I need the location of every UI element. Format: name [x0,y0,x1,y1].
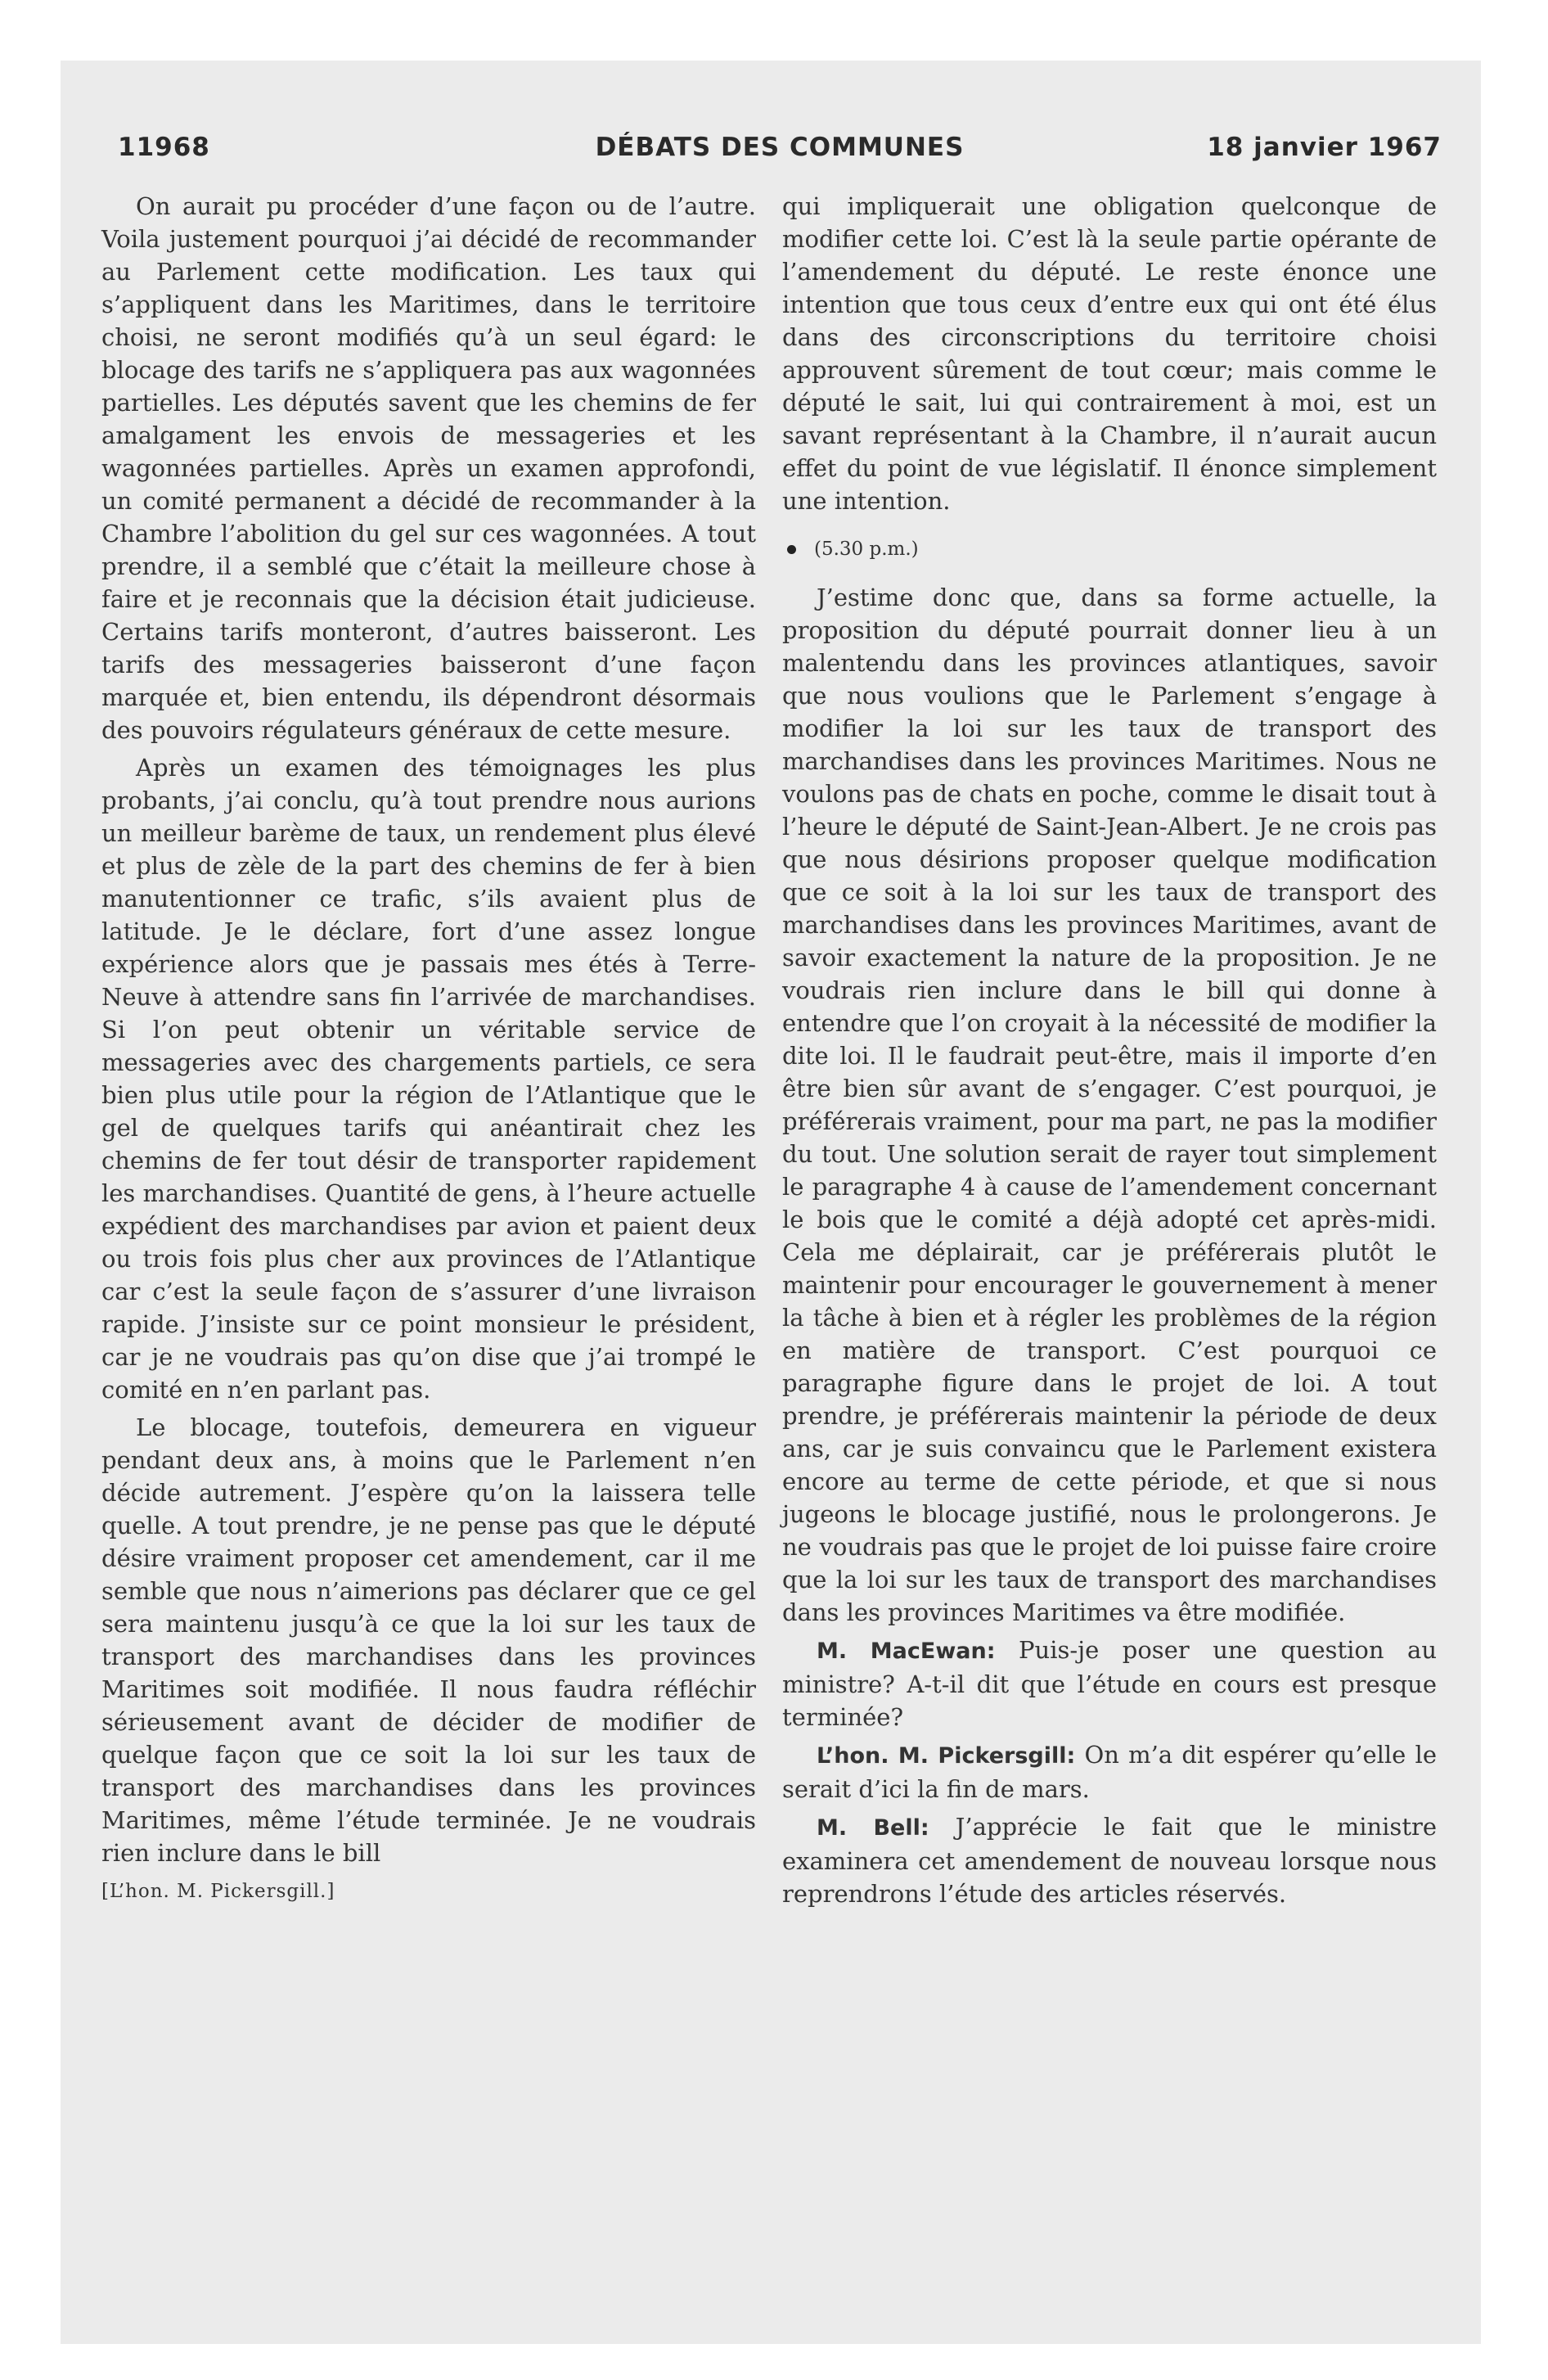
left-column [101,190,756,1902]
page-number: 11968 [118,133,210,162]
document-page [61,61,1481,2344]
paragraph: Le blocage, toutefois, demeurera en vigueur pendant deux ans, à moins que le Parlement n’en décide autrement. J’espère qu’on la laissera telle quelle. A tout prendre, je ne pense pas que le député désire vraiment proposer cet amendement, car il me semble que nous n’aimerions pas déclarer que ce gel sera maintenu jusqu’à ce que la loi sur les taux de transport des marchandises dans les provinces Maritimes soit modifiée. Il nous faudra réfléchir sérieusement avant de décider de modifier de quelque façon que ce soit la loi sur les taux de transport des marchandises dans les provinces Maritimes, même l’étude terminée. Je ne voudrais rien inclure dans le bill [101,1413,756,1867]
speech-entry [782,1738,1437,1805]
page-title: DÉBATS DES COMMUNES [595,133,965,162]
paragraph: On aurait pu procéder d’une façon ou de l’autre. Voila justement pourquoi j’ai décidé de recommander au Parlement cette modification. Les taux qui s’appliquent dans les Maritimes, dans le territoire choisi, ne seront modifiés qu’à un seul égard: le blocage des tarifs ne s’appliquera pas aux wagonnées partielles. Les députés savent que les chemins de fer amalgament les envois de messageries et les wagonnées partielles. Après un examen approfondi, un comité permanent a décidé de recommander à la Chambre l’abolition du gel sur ces wagonnées. A tout prendre, il a semblé que c’était la meilleure chose à faire et je reconnais que la décision était judicieuse. Certains tarifs monteront, d’autres baisseront. Les tarifs des messageries baisseront d’une façon marquée et, bien entendu, ils dépendront désormais des pouvoirs régulateurs généraux de cette mesure. [101,192,756,744]
speech-text: On m’a dit espérer qu’elle le serait d’ici la fin de mars. [782,1741,1437,1803]
speaker-name: M. Bell: [817,1815,929,1841]
paragraph: Après un examen des témoignages les plus probants, j’ai conclu, qu’à tout prendre nous aurions un meilleur barème de taux, un rendement plus élevé et plus de zèle de la part des chemins de fer à bien manutentionner ce trafic, s’ils avaient plus de latitude. Je le déclare, fort d’une assez longue expérience alors que je passais mes étés à Terre-Neuve à attendre sans fin l’arrivée de marchandises. Si l’on peut obtenir un véritable service de messageries avec des chargements partiels, ce sera bien plus utile pour la région de l’Atlantique que le gel de quelques tarifs qui anéantirait chez les chemins de fer tout désir de transporter rapidement les marchandises. Quantité de gens, à l’heure actuelle expédient des marchandises par avion et paient deux ou trois fois plus cher aux provinces de l’Atlantique car c’est la seule façon de s’assurer d’une livraison rapide. J’insiste sur ce point monsieur le président, car je ne voudrais pas qu’on dise que j’ai trompé le comité en n’en parlant pas. [101,754,756,1404]
speech-text: Puis-je poser une question au ministre? A-t-il dit que l’étude en cours est presque terminée? [782,1636,1437,1731]
issue-date: 18 janvier 1967 [1207,133,1442,162]
speech-text: J’apprécie le fait que le ministre examinera cet amendement de nouveau lorsque nous reprendrons l’étude des articles réservés. [782,1813,1437,1908]
paragraph: qui impliquerait une obligation quelconque de modifier cette loi. C’est là la seule partie opérante de l’amendement du député. Le reste énonce une intention que tous ceux d’entre eux qui ont été élus dans des circonscriptions du territoire choisi approuvent sûrement de tout cœur; mais comme le député le sait, lui qui contrairement à moi, est un savant représentant à la Chambre, il n’aurait aucun effet du point de vue législatif. Il énonce simplement une intention. [782,192,1437,515]
paragraph: J’estime donc que, dans sa forme actuelle, la proposition du député pourrait donner lieu à un malentendu dans les provinces atlantiques, savoir que nous voulions que le Parlement s’engage à modifier la loi sur les taux de transport des marchandises dans les provinces Maritimes. Nous ne voulons pas de chats en poche, comme le disait tout à l’heure le député de Saint-Jean-Albert. Je ne crois pas que nous désirions proposer quelque modification que ce soit à la loi sur les taux de transport des marchandises dans les provinces Maritimes, avant de savoir exactement la nature de la proposition. Je ne voudrais rien inclure dans le bill qui donne à entendre que l’on croyait à la nécessité de modifier la dite loi. Il le faudrait peut-être, mais il importe d’en être bien sûr avant de s’engager. C’est pourquoi, je préférerais vraiment, pour ma part, ne pas la modifier du tout. Une solution serait de rayer tout simplement le paragraphe 4 à cause de l’amendement concernant le bois que le comité a déjà adopté cet après-midi. Cela me déplairait, car je préférerais plutôt le maintenir pour encourager le gouvernement à mener la tâche à bien et à régler les problèmes de la région en matière de transport. C’est pourquoi ce paragraphe figure dans le projet de loi. A tout prendre, je préférerais maintenir la période de deux ans, car je suis convaincu que le Parlement existera encore au terme de cette période, et que si nous jugeons le blocage justifié, nous le prolongerons. Je ne voudrais pas que le projet de loi puisse faire croire que la loi sur les taux de transport des marchandises dans les provinces Maritimes va être modifiée. [782,584,1437,1626]
time-marker-text: (5.30 p.m.) [814,539,919,560]
speech-entry [782,1634,1437,1733]
right-column [782,190,1437,1910]
speaker-name: L’hon. M. Pickersgill: [817,1743,1076,1769]
bullet-icon [787,545,796,554]
speaker-name: M. MacEwan: [817,1639,996,1664]
time-marker [787,539,1437,560]
speech-entry [782,1810,1437,1910]
speaker-attribution: [L’hon. M. Pickersgill.] [101,1881,335,1902]
